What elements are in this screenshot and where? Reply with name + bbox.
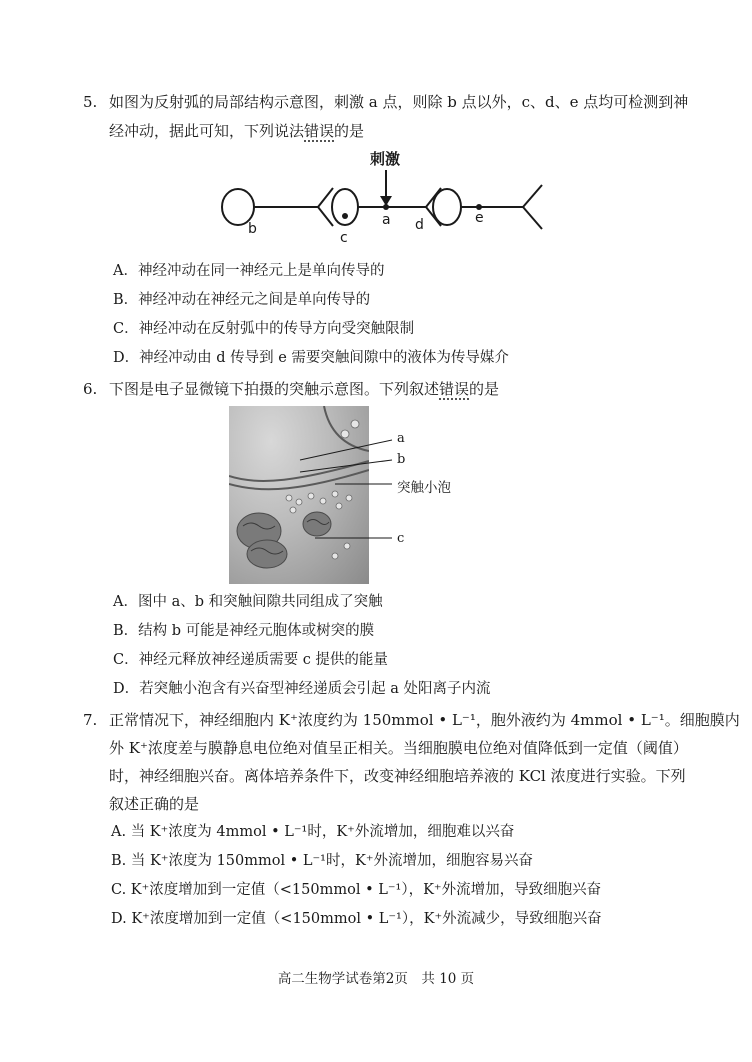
reflex-arc-diagram (0, 140, 752, 250)
q5-line-2 (109, 121, 364, 141)
point-b-label: b (248, 221, 257, 237)
q7-stem-4: 叙述正确的是 (109, 795, 200, 813)
page-footer: 高二生物学试卷第2页 共 10 页 (277, 971, 475, 987)
q6-option-d: D．若突触小泡含有兴奋型神经递质会引起 a 处阳离子内流 (113, 681, 491, 697)
q5-line-1 (83, 92, 688, 112)
micrograph-label-c: c (397, 531, 405, 546)
neuron-body-b (222, 189, 254, 225)
q7-line-1 (83, 710, 740, 730)
point-a-label: a (382, 212, 391, 228)
q7-option-b: B. 当 K⁺浓度为 150mmol • L⁻¹时，K⁺外流增加，细胞容易兴奋 (111, 853, 533, 869)
micrograph-label-b: b (397, 452, 406, 467)
point-c-label: c (340, 230, 348, 246)
q6-option-b: B．结构 b 可能是神经元胞体或树突的膜 (113, 623, 375, 639)
q5-option-c: C．神经冲动在反射弧中的传导方向受突触限制 (113, 321, 415, 337)
micrograph-leader-lines (0, 400, 752, 550)
micrograph-label-vesicle: 突触小泡 (397, 480, 451, 496)
q5-stem-1: 如图为反射弧的局部结构示意图，刺激 a 点，则除 b 点以外，c、d、e 点均可检测到神 (109, 93, 689, 111)
q6-number: 6. (83, 380, 98, 398)
q6-option-c: C．神经元释放神经递质需要 c 提供的能量 (113, 652, 388, 668)
q6-option-a: A．图中 a、b 和突触间隙共同组成了突触 (113, 594, 383, 610)
q6-line-1 (83, 379, 499, 399)
q7-stem-3: 时，神经细胞兴奋。离体培养条件下，改变神经细胞培养液的 KCl 浓度进行实验。下列 (109, 767, 686, 785)
q5-stem-2: 经冲动，据此可知，下列说法 (109, 122, 305, 140)
q7-stem-1: 正常情况下，神经细胞内 K⁺浓度约为 150mmol • L⁻¹，胞外液约为 4mmol • L⁻¹。细胞膜内 (109, 711, 740, 729)
q5-stem-tail: 的是 (334, 122, 365, 140)
point-e-label: e (475, 210, 484, 226)
q6-stem-tail: 的是 (469, 380, 500, 398)
q6-emphasis: 错误 (439, 380, 470, 398)
q7-stem-2: 外 K⁺浓度差与膜静息电位绝对值呈正相关。当细胞膜电位绝对值降低到一定值（阈值） (109, 739, 688, 757)
neuron-body-e (433, 189, 461, 225)
point-d-label: d (415, 217, 424, 233)
q5-emphasis: 错误 (304, 122, 335, 140)
q5-option-a: A．神经冲动在同一神经元上是单向传导的 (113, 263, 385, 279)
stimulus-label: 刺激 (370, 150, 401, 168)
q5-option-d: D．神经冲动由 d 传导到 e 需要突触间隙中的液体为传导媒介 (113, 350, 509, 366)
q5-number: 5. (83, 93, 98, 111)
neuron-body-c (332, 189, 358, 225)
q5-option-b: B．神经冲动在神经元之间是单向传导的 (113, 292, 371, 308)
q7-option-c: C. K⁺浓度增加到一定值（<150mmol • L⁻¹），K⁺外流增加，导致细胞兴奋 (111, 882, 602, 898)
q7-option-d: D. K⁺浓度增加到一定值（<150mmol • L⁻¹），K⁺外流减少，导致细胞兴奋 (111, 911, 602, 927)
micrograph-label-a: a (397, 431, 405, 446)
q6-stem: 下图是电子显微镜下拍摄的突触示意图。下列叙述 (109, 380, 440, 398)
q7-number: 7. (83, 711, 98, 729)
q7-option-a: A. 当 K⁺浓度为 4mmol • L⁻¹时，K⁺外流增加，细胞难以兴奋 (111, 824, 515, 840)
